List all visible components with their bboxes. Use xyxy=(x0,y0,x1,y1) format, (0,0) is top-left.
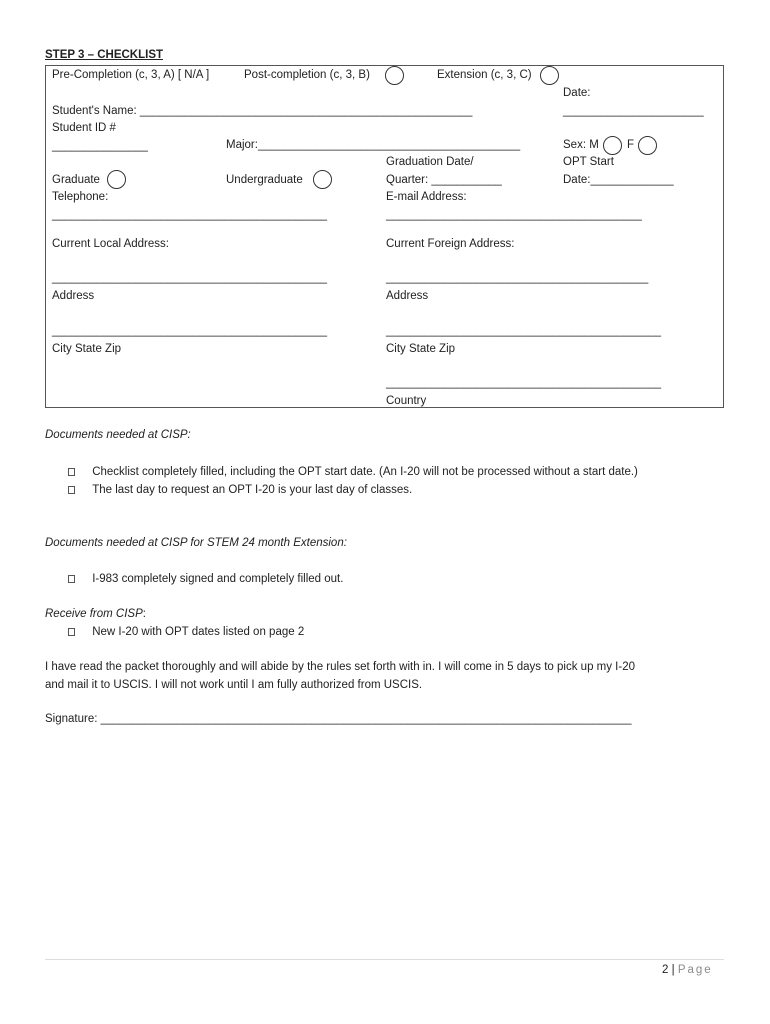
graduate-label: Graduate xyxy=(52,174,100,186)
page-separator: | xyxy=(671,964,675,976)
checkbox-icon[interactable] xyxy=(68,486,75,494)
sex-m-radio[interactable] xyxy=(603,136,622,155)
documents-needed-title: Documents needed at CISP: xyxy=(45,429,191,441)
agreement-line-2: and mail it to USCIS. I will not work until I am fully authorized from USCIS. xyxy=(45,679,423,691)
footer-divider xyxy=(45,959,724,960)
pre-completion-option: Pre-Completion (c, 3, A) [ N/A ] xyxy=(52,69,210,81)
foreign-address-caption: Address xyxy=(386,290,429,302)
agreement-line-1: I have read the packet thoroughly and will abide by the rules set forth with in. I will come in 5 days to pick up my I-20 xyxy=(45,661,635,673)
sex-f-label: F xyxy=(627,139,635,151)
page-label: Page xyxy=(677,964,713,976)
list-item: I-983 completely signed and completely filled out. xyxy=(68,572,343,586)
list-item: The last day to request an OPT I-20 is your last day of classes. xyxy=(68,483,412,497)
quarter-field[interactable]: Quarter: ___________ xyxy=(386,174,502,186)
undergraduate-label: Undergraduate xyxy=(226,174,303,186)
student-id-field[interactable]: _______________ xyxy=(52,140,148,152)
checkbox-icon[interactable] xyxy=(68,628,75,636)
country-field[interactable]: ___________________________________________ xyxy=(386,377,662,389)
list-item: New I-20 with OPT dates listed on page 2 xyxy=(68,625,304,639)
extension-radio[interactable] xyxy=(540,66,559,85)
telephone-field[interactable]: ___________________________________________ xyxy=(52,209,328,221)
list-item: Checklist completely filled, including the OPT start date. (An I-20 will not be processed without a start date.) xyxy=(68,465,638,479)
email-field[interactable]: ________________________________________ xyxy=(386,209,642,221)
receive-title: Receive from CISP: xyxy=(45,608,146,620)
telephone-label: Telephone: xyxy=(52,191,109,203)
post-completion-radio[interactable] xyxy=(385,66,404,85)
country-caption: Country xyxy=(386,395,427,407)
major-field[interactable]: Major:_________________________________________ xyxy=(226,139,521,151)
date-label: Date: xyxy=(563,87,591,99)
page-footer xyxy=(662,963,713,977)
undergraduate-radio[interactable] xyxy=(313,170,332,189)
local-address-field[interactable]: ___________________________________________ xyxy=(52,272,328,284)
local-address-caption: Address xyxy=(52,290,95,302)
local-city-field[interactable]: ___________________________________________ xyxy=(52,325,328,337)
foreign-city-caption: City State Zip xyxy=(386,343,456,355)
foreign-address-label: Current Foreign Address: xyxy=(386,238,515,250)
date-field[interactable]: ______________________ xyxy=(563,105,704,117)
sex-f-radio[interactable] xyxy=(638,136,657,155)
local-address-label: Current Local Address: xyxy=(52,238,169,250)
opt-start-label: OPT Start xyxy=(563,156,614,168)
post-completion-option: Post-completion (c, 3, B) xyxy=(244,69,370,81)
signature-field[interactable]: Signature: ___________________________________________________________________________________ xyxy=(45,713,632,725)
student-name-field[interactable]: Student's Name: ____________________________________________________ xyxy=(52,105,473,117)
local-city-caption: City State Zip xyxy=(52,343,122,355)
stem-documents-title: Documents needed at CISP for STEM 24 month Extension: xyxy=(45,537,347,549)
extension-option: Extension (c, 3, C) xyxy=(437,69,532,81)
student-id-label: Student ID # xyxy=(52,122,116,134)
section-heading: STEP 3 – CHECKLIST xyxy=(45,49,164,61)
foreign-address-field[interactable]: _________________________________________ xyxy=(386,272,649,284)
email-label: E-mail Address: xyxy=(386,191,467,203)
page-number: 2 xyxy=(662,964,669,976)
foreign-city-field[interactable]: ___________________________________________ xyxy=(386,325,662,337)
checkbox-icon[interactable] xyxy=(68,468,75,476)
opt-start-date-field[interactable]: Date:_____________ xyxy=(563,174,674,186)
sex-label: Sex: M xyxy=(563,139,599,151)
checkbox-icon[interactable] xyxy=(68,575,75,583)
graduation-date-label: Graduation Date/ xyxy=(386,156,474,168)
graduate-radio[interactable] xyxy=(107,170,126,189)
